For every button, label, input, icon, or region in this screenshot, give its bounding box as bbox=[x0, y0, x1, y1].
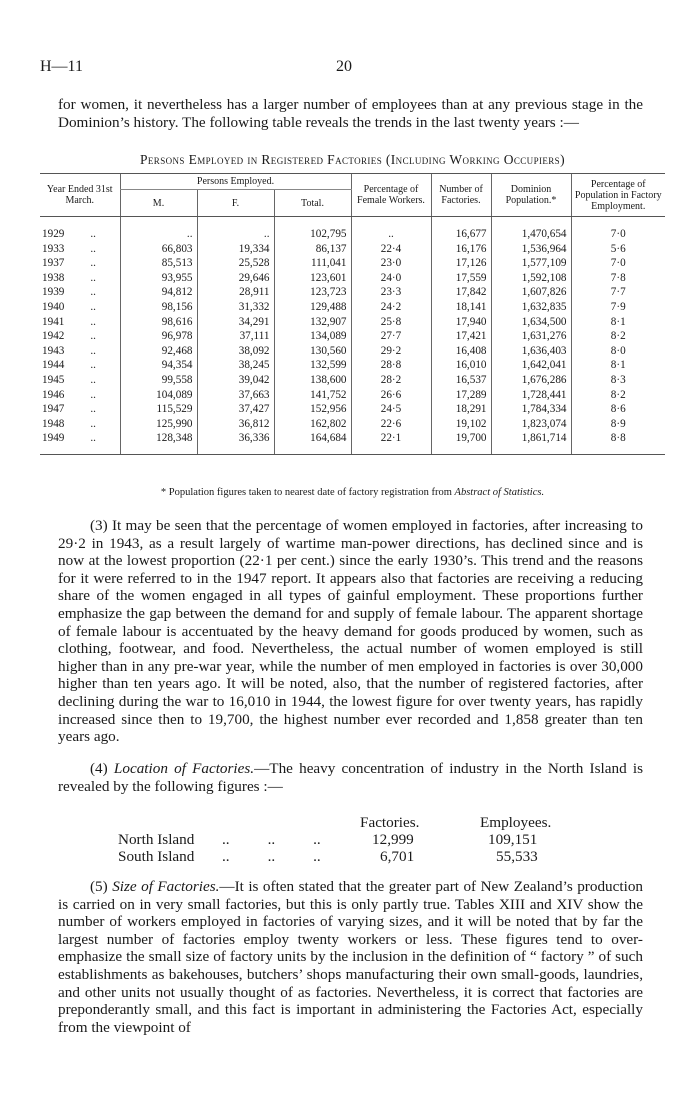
cell-year bbox=[40, 344, 120, 359]
leader-dots: .. bbox=[90, 286, 96, 299]
cell-factories: 17,559 bbox=[431, 271, 491, 286]
location-header-row bbox=[118, 814, 658, 831]
location-factories: 6,701 bbox=[380, 848, 415, 865]
cell-year bbox=[40, 285, 120, 300]
cell-percentage-population: 7·7 bbox=[571, 285, 665, 300]
cell-factories: 17,421 bbox=[431, 329, 491, 344]
cell-percentage-female: 28·8 bbox=[351, 358, 431, 373]
cell-population: 1,632,835 bbox=[491, 300, 571, 315]
paragraph-4 bbox=[58, 760, 643, 795]
paragraph-5-heading: Size of Factories. bbox=[112, 878, 220, 895]
cell-year bbox=[40, 373, 120, 388]
year-value: 1937 bbox=[42, 257, 65, 270]
cell-total: 123,601 bbox=[274, 271, 351, 286]
paragraph-4-heading: Location of Factories. bbox=[113, 760, 255, 777]
leader-dots: .. bbox=[90, 242, 96, 255]
employment-table bbox=[40, 173, 665, 455]
year-value: 1939 bbox=[42, 286, 65, 299]
cell-male: 66,803 bbox=[120, 242, 197, 257]
cell-female: 29,646 bbox=[197, 271, 274, 286]
cell-percentage-population: 5·6 bbox=[571, 242, 665, 257]
location-factories: 12,999 bbox=[372, 831, 414, 848]
cell-percentage-female: 24·2 bbox=[351, 300, 431, 315]
leader-dots: .. bbox=[90, 432, 96, 445]
cell-year bbox=[40, 256, 120, 271]
table-row bbox=[40, 417, 665, 432]
cell-factories: 17,940 bbox=[431, 315, 491, 330]
cell-population: 1,536,964 bbox=[491, 242, 571, 257]
cell-female: 25,528 bbox=[197, 256, 274, 271]
cell-population: 1,607,826 bbox=[491, 285, 571, 300]
cell-total: 123,723 bbox=[274, 285, 351, 300]
cell-factories: 17,289 bbox=[431, 388, 491, 403]
cell-percentage-population: 8·1 bbox=[571, 358, 665, 373]
header-dominion-population: Dominion Population.* bbox=[491, 174, 571, 217]
cell-female: 31,332 bbox=[197, 300, 274, 315]
header-female: F. bbox=[197, 190, 274, 217]
cell-factories: 19,700 bbox=[431, 431, 491, 454]
cell-population: 1,642,041 bbox=[491, 358, 571, 373]
location-label: South Island bbox=[118, 848, 195, 865]
cell-year bbox=[40, 329, 120, 344]
cell-male: 92,468 bbox=[120, 344, 197, 359]
location-label: North Island bbox=[118, 831, 195, 848]
paragraph-3: (3) It may be seen that the percentage of women employed in factories, after increasing to 29·2 in 1943, as a result largely of wartime man-power directions, has declined since and is now at the lowest proportion (22·1 per cent.) since the early 1930’s. This trend and the reasons for it were referred to in the 1947 report. It appears also that factories are receiving a reducing share of the women engaged in all types of gainful employment. These proportions further emphasize the gap between the demand for and supply of female labour. The apparent shortage of female labour is accentuated by the heavy demand for goods produced by women, such as clothing, footwear, and food. Nevertheless, the actual number of women employed is still higher than in any pre-war year, while the number of men employed in factories is over 30,000 higher than ten years ago. It will be noted, also, that the number of registered factories, after declining during the war to 16,010 in 1944, the lowest figure for over twenty years, has rapidly increased since then to 19,700, the highest number ever recorded and 1,858 greater than ten years ago. bbox=[58, 517, 643, 746]
cell-population: 1,676,286 bbox=[491, 373, 571, 388]
table-row bbox=[40, 402, 665, 417]
cell-population: 1,634,500 bbox=[491, 315, 571, 330]
cell-total: 132,599 bbox=[274, 358, 351, 373]
cell-percentage-population: 7·0 bbox=[571, 217, 665, 242]
cell-total: 152,956 bbox=[274, 402, 351, 417]
cell-factories: 16,537 bbox=[431, 373, 491, 388]
leader-dots: .. bbox=[90, 330, 96, 343]
cell-total: 129,488 bbox=[274, 300, 351, 315]
table-row bbox=[40, 300, 665, 315]
cell-percentage-female: 24·5 bbox=[351, 402, 431, 417]
cell-factories: 16,010 bbox=[431, 358, 491, 373]
cell-total: 132,907 bbox=[274, 315, 351, 330]
leader-dots: .. bbox=[90, 228, 96, 240]
cell-total: 138,600 bbox=[274, 373, 351, 388]
cell-percentage-population: 8·2 bbox=[571, 329, 665, 344]
year-value: 1945 bbox=[42, 373, 65, 386]
cell-year bbox=[40, 242, 120, 257]
cell-female: 28,911 bbox=[197, 285, 274, 300]
location-col-factories: Factories. bbox=[360, 814, 420, 831]
cell-male: 94,812 bbox=[120, 285, 197, 300]
cell-percentage-population: 8·1 bbox=[571, 315, 665, 330]
cell-percentage-female: 28·2 bbox=[351, 373, 431, 388]
table-row bbox=[40, 285, 665, 300]
cell-population: 1,784,334 bbox=[491, 402, 571, 417]
cell-male: 99,558 bbox=[120, 373, 197, 388]
location-figures bbox=[118, 814, 658, 865]
cell-female: 36,812 bbox=[197, 417, 274, 432]
year-value: 1938 bbox=[42, 271, 65, 284]
table-row bbox=[40, 217, 665, 242]
cell-year bbox=[40, 271, 120, 286]
table-row bbox=[40, 271, 665, 286]
page-number: 20 bbox=[336, 58, 352, 75]
cell-factories: 16,677 bbox=[431, 217, 491, 242]
cell-male: 93,955 bbox=[120, 271, 197, 286]
location-employees: 55,533 bbox=[496, 848, 538, 865]
leader-dots: .. bbox=[90, 257, 96, 270]
table-body bbox=[40, 217, 665, 455]
cell-male: 96,978 bbox=[120, 329, 197, 344]
header-year: Year Ended 31st March. bbox=[40, 174, 120, 217]
table-row bbox=[40, 358, 665, 373]
cell-year bbox=[40, 402, 120, 417]
paragraph-4-text: —The heavy concentration of industry in the North Island is revealed by the following figures :— bbox=[58, 760, 643, 795]
year-value: 1943 bbox=[42, 344, 65, 357]
year-value: 1948 bbox=[42, 417, 65, 430]
paragraph-4-number: (4) bbox=[90, 760, 108, 777]
table-row bbox=[40, 431, 665, 454]
table-footnote bbox=[40, 487, 665, 498]
header-total: Total. bbox=[274, 190, 351, 217]
footnote-text: * Population figures taken to nearest date of factory registration from bbox=[160, 487, 452, 498]
page-header bbox=[40, 58, 648, 82]
cell-female: 37,111 bbox=[197, 329, 274, 344]
year-value: 1949 bbox=[42, 432, 65, 445]
table-row bbox=[40, 256, 665, 271]
cell-percentage-female: 25·8 bbox=[351, 315, 431, 330]
header-percentage-female: Percentage of Female Workers. bbox=[351, 174, 431, 217]
cell-population: 1,577,109 bbox=[491, 256, 571, 271]
cell-percentage-population: 8·8 bbox=[571, 431, 665, 454]
cell-female: 36,336 bbox=[197, 431, 274, 454]
cell-male: 94,354 bbox=[120, 358, 197, 373]
footnote-source: Abstract of Statistics. bbox=[454, 487, 545, 498]
leader-dots: .. bbox=[90, 388, 96, 401]
cell-female: 38,245 bbox=[197, 358, 274, 373]
cell-female: 34,291 bbox=[197, 315, 274, 330]
cell-population: 1,470,654 bbox=[491, 217, 571, 242]
cell-factories: 17,126 bbox=[431, 256, 491, 271]
year-value: 1942 bbox=[42, 330, 65, 343]
cell-total: 162,802 bbox=[274, 417, 351, 432]
cell-female: 37,663 bbox=[197, 388, 274, 403]
table-row bbox=[40, 344, 665, 359]
leader-dots: .. bbox=[90, 417, 96, 430]
year-value: 1929 bbox=[42, 228, 65, 240]
cell-year bbox=[40, 358, 120, 373]
leader-dots: .. bbox=[90, 315, 96, 328]
cell-percentage-female: 26·6 bbox=[351, 388, 431, 403]
location-leader-dots: .. .. .. bbox=[222, 848, 321, 865]
cell-percentage-female: 22·6 bbox=[351, 417, 431, 432]
cell-percentage-female: 29·2 bbox=[351, 344, 431, 359]
location-leader-dots: .. .. .. bbox=[222, 831, 321, 848]
cell-year bbox=[40, 417, 120, 432]
year-value: 1933 bbox=[42, 242, 65, 255]
cell-percentage-population: 8·9 bbox=[571, 417, 665, 432]
header-percentage-population: Percentage of Population in Factory Employment. bbox=[571, 174, 665, 217]
header-number-factories: Number of Factories. bbox=[431, 174, 491, 217]
cell-population: 1,636,403 bbox=[491, 344, 571, 359]
cell-male: .. bbox=[120, 217, 197, 242]
cell-total: 134,089 bbox=[274, 329, 351, 344]
cell-percentage-population: 7·0 bbox=[571, 256, 665, 271]
leader-dots: .. bbox=[90, 373, 96, 386]
document-code: H—11 bbox=[40, 58, 83, 75]
cell-total: 164,684 bbox=[274, 431, 351, 454]
location-employees: 109,151 bbox=[488, 831, 538, 848]
intro-paragraph: for women, it nevertheless has a larger number of employees than at any previous stage in the Dominion’s history. The following table reveals the trends in the last twenty years :— bbox=[58, 96, 643, 131]
cell-total: 102,795 bbox=[274, 217, 351, 242]
header-male: M. bbox=[120, 190, 197, 217]
location-row bbox=[118, 831, 658, 848]
cell-percentage-female: .. bbox=[351, 217, 431, 242]
cell-male: 98,616 bbox=[120, 315, 197, 330]
table-row bbox=[40, 388, 665, 403]
year-value: 1941 bbox=[42, 315, 65, 328]
cell-total: 86,137 bbox=[274, 242, 351, 257]
cell-percentage-female: 22·4 bbox=[351, 242, 431, 257]
cell-percentage-female: 22·1 bbox=[351, 431, 431, 454]
cell-female: 38,092 bbox=[197, 344, 274, 359]
cell-percentage-population: 8·3 bbox=[571, 373, 665, 388]
year-value: 1940 bbox=[42, 300, 65, 313]
table-row bbox=[40, 242, 665, 257]
leader-dots: .. bbox=[90, 300, 96, 313]
cell-percentage-female: 23·0 bbox=[351, 256, 431, 271]
leader-dots: .. bbox=[90, 271, 96, 284]
paragraph-5-number: (5) bbox=[90, 878, 108, 895]
paragraph-5 bbox=[58, 878, 643, 1036]
year-value: 1944 bbox=[42, 359, 65, 372]
cell-population: 1,823,074 bbox=[491, 417, 571, 432]
header-persons-employed: Persons Employed. bbox=[120, 174, 351, 190]
cell-female: 37,427 bbox=[197, 402, 274, 417]
cell-female: .. bbox=[197, 217, 274, 242]
table-row bbox=[40, 373, 665, 388]
cell-male: 115,529 bbox=[120, 402, 197, 417]
cell-total: 111,041 bbox=[274, 256, 351, 271]
cell-female: 39,042 bbox=[197, 373, 274, 388]
cell-factories: 18,291 bbox=[431, 402, 491, 417]
paragraph-5-text: —It is often stated that the greater part of New Zealand’s production is carried on in very small factories, but this is only partly true. Tables XIII and XIV show the number of workers employed in factories of varying sizes, and it will be noted that by far the largest number of factories employ twenty workers or less. These figures tend to over-emphasize the small size of factory units by the inclusion in the definition of “ factory ” of such establishments as bakehouses, butchers’ shops manufacturing their own small-goods, laundries, and other units not usually thought of as factories. Nevertheless, it is correct that factories are preponderantly small, and this fact is important in administering the Factories Act, especially from the viewpoint of bbox=[58, 878, 644, 1036]
location-col-employees: Employees. bbox=[480, 814, 552, 831]
cell-male: 85,513 bbox=[120, 256, 197, 271]
cell-percentage-population: 8·0 bbox=[571, 344, 665, 359]
cell-percentage-female: 27·7 bbox=[351, 329, 431, 344]
cell-factories: 16,176 bbox=[431, 242, 491, 257]
cell-male: 128,348 bbox=[120, 431, 197, 454]
cell-percentage-population: 7·8 bbox=[571, 271, 665, 286]
cell-male: 98,156 bbox=[120, 300, 197, 315]
table-row bbox=[40, 329, 665, 344]
cell-year bbox=[40, 300, 120, 315]
cell-percentage-population: 8·6 bbox=[571, 402, 665, 417]
cell-year bbox=[40, 388, 120, 403]
cell-percentage-female: 24·0 bbox=[351, 271, 431, 286]
table-row bbox=[40, 315, 665, 330]
leader-dots: .. bbox=[90, 359, 96, 372]
year-value: 1947 bbox=[42, 403, 65, 416]
cell-total: 141,752 bbox=[274, 388, 351, 403]
cell-factories: 16,408 bbox=[431, 344, 491, 359]
cell-total: 130,560 bbox=[274, 344, 351, 359]
cell-population: 1,861,714 bbox=[491, 431, 571, 454]
cell-population: 1,631,276 bbox=[491, 329, 571, 344]
cell-male: 104,089 bbox=[120, 388, 197, 403]
cell-factories: 17,842 bbox=[431, 285, 491, 300]
cell-male: 125,990 bbox=[120, 417, 197, 432]
cell-percentage-population: 7·9 bbox=[571, 300, 665, 315]
cell-percentage-female: 23·3 bbox=[351, 285, 431, 300]
cell-year bbox=[40, 217, 120, 242]
cell-year bbox=[40, 431, 120, 454]
cell-factories: 18,141 bbox=[431, 300, 491, 315]
leader-dots: .. bbox=[90, 403, 96, 416]
location-row bbox=[118, 848, 658, 865]
table-title: Persons Employed in Registered Factories (Including Working Occupiers) bbox=[140, 152, 565, 167]
leader-dots: .. bbox=[90, 344, 96, 357]
cell-female: 19,334 bbox=[197, 242, 274, 257]
year-value: 1946 bbox=[42, 388, 65, 401]
cell-factories: 19,102 bbox=[431, 417, 491, 432]
cell-population: 1,728,441 bbox=[491, 388, 571, 403]
cell-population: 1,592,108 bbox=[491, 271, 571, 286]
cell-percentage-population: 8·2 bbox=[571, 388, 665, 403]
cell-year bbox=[40, 315, 120, 330]
